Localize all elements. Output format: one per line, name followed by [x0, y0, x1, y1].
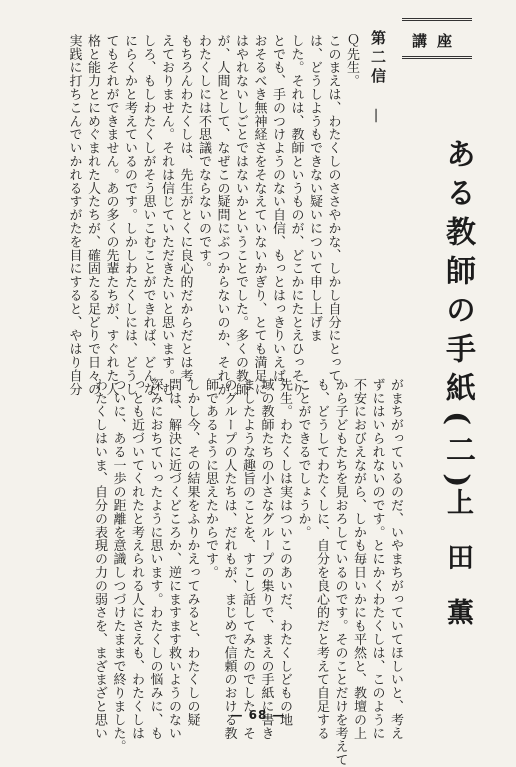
author-name: 上田薫	[442, 488, 473, 653]
text-line: てもそれができません。あの多くの先輩たちが、すぐれた人	[103, 34, 119, 396]
text-line: ましたような趣旨のことを、すこし話してみたのでした。そ	[240, 378, 255, 740]
series-rule-bottom	[402, 56, 472, 59]
series-header	[402, 18, 472, 60]
body-text-upper	[64, 34, 360, 396]
text-line: はやれないしごとではないかということでした。多くの教師	[233, 34, 248, 396]
text-line: は、どうしようもできない疑いについて申し上げま	[307, 34, 322, 343]
text-line: とでも、手のつけようのない自信、もっとはっきりいえば、	[270, 34, 285, 396]
text-line: っとも近づいてくれたと考えられる人にさえも、わたくしは	[129, 378, 144, 740]
text-line: ついに、ある一歩の距離を意識しつづけたままで終りました。	[110, 378, 126, 754]
series-rule-top	[402, 18, 472, 21]
series-label: 講座	[411, 32, 462, 50]
text-line: ことができるでしょうか。	[295, 378, 311, 539]
text-line: わたくしはいま、自分の表現の力の弱さを、まざまざと思い	[92, 378, 107, 740]
text-line: このまえは、わたくしのささやかな、しかし自分にとって	[325, 34, 341, 383]
article-title: ある教師の手紙(二)	[440, 138, 475, 497]
text-line: のグループの人たちは、だれもが、まじめで信頼のおける教	[221, 378, 237, 740]
text-line: から子どもたちを見おろしているのです。そのことだけを考えて	[332, 378, 348, 767]
text-line: 域の教師たちの小さなグループの集りで、まえの手紙に書き	[258, 378, 274, 740]
text-line: にらくかと考えているのです。しかしわたくしには、どうし	[122, 34, 137, 396]
text-line: がまちがっているのだ、いやまちがっていてほしいと、考え	[388, 378, 403, 740]
text-line: おそるべき無神経さをそなえていないかぎり、とても満足に	[251, 34, 267, 396]
text-line: 不安におびえながら、しかも毎日いかにも平然と、教壇の上	[351, 378, 366, 740]
text-line: 問は、解決に近づくどころか、逆にますます救いようのない	[166, 378, 181, 740]
text-line: も、どうしてわたくしに、自分を良心的だと考えて自足する	[314, 378, 329, 740]
text-line: が、人間として、なぜこの疑問にぶつからないのか、それが	[214, 34, 230, 396]
text-line: えておりません。それは信じていただきたいと思います。む	[159, 34, 174, 396]
text-line: 実践に打ちこんでいかれるすがたを目にすると、やはり自分	[66, 34, 82, 396]
text-line: しろ、もしわたくしがそう思いこむことができれば、どんな	[140, 34, 156, 396]
page-number: — 68 —	[230, 708, 286, 722]
text-line: もちろんわたくしは、先生がとくに良心的だからだとは考	[177, 34, 193, 383]
part-dash: —	[368, 108, 386, 123]
part-number: 第二信	[369, 30, 387, 87]
text-line: した。それは、教師というものが、どこかにたとえひっそり	[288, 34, 304, 396]
text-line: Ｑ先生。	[344, 34, 359, 88]
text-line: 先生。わたくしは実はついこのあいだ、わたくしどもの地	[277, 378, 292, 727]
text-line: しかし今、その結果をふりかえってみると、わたくしの疑	[184, 378, 200, 727]
text-line: 深みにおちていったように思います。わたくしの悩みに、も	[147, 378, 163, 740]
text-line: 格と能力とにめぐまれた人たちが、確固たる足どりで日々の	[85, 34, 100, 396]
text-line: 師であるように思えたからです。	[203, 378, 218, 579]
text-line: わたくしには不思議でならないのです。	[196, 34, 211, 276]
text-line: ずにはいられないのです。とにかくわたくしは、このように	[369, 378, 385, 740]
